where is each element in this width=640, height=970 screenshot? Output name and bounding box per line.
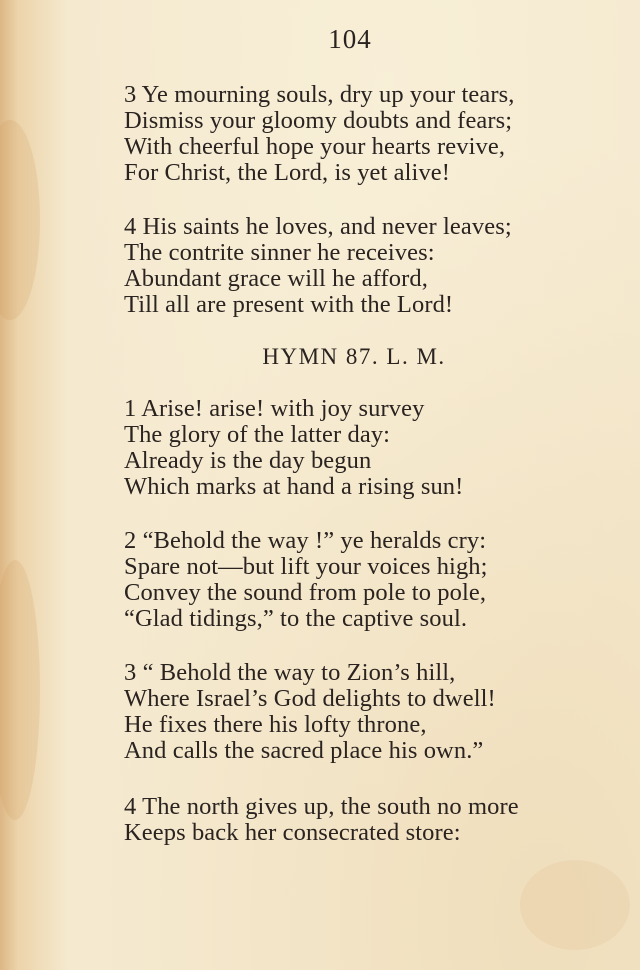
stanza-4-previous-hymn [124, 214, 624, 318]
hymn-heading: HYMN 87. L. M. [262, 344, 446, 369]
paper-stain [0, 120, 40, 320]
verse-line: “Glad tidings,” to the captive soul. [124, 605, 468, 632]
verse-line: Spare not—but lift your voices high; [124, 553, 488, 580]
verse-line: Keeps back her consecrated store: [124, 819, 461, 846]
verse-line: And calls the sacred place his own.” [124, 737, 484, 764]
verse-line: The contrite sinner he receives: [124, 239, 435, 266]
page-number: 104 [328, 24, 372, 54]
stanza-4 [124, 794, 624, 846]
verse-line: The glory of the latter day: [124, 421, 391, 448]
stanza-3 [124, 660, 624, 764]
stanza-2 [124, 528, 624, 632]
verse-line: Till all are present with the Lord! [124, 291, 454, 318]
verse-line: Where Israel’s God delights to dwell! [124, 685, 496, 712]
paper-stain [0, 560, 40, 820]
verse-line: He fixes there his lofty throne, [124, 711, 427, 738]
verse-line: 3 “ Behold the way to Zion’s hill, [124, 659, 456, 686]
paper-stain [520, 860, 630, 950]
verse-line: Dismiss your gloomy doubts and fears; [124, 107, 513, 134]
verse-line: Already is the day begun [124, 447, 372, 474]
verse-line: With cheerful hope your hearts revive, [124, 133, 506, 160]
verse-line: Abundant grace will he afford, [124, 265, 428, 292]
verse-line: 3 Ye mourning souls, dry up your tears, [124, 81, 515, 108]
verse-line: Which marks at hand a rising sun! [124, 473, 464, 500]
hymn-text [124, 82, 624, 846]
verse-line: 2 “Behold the way !” ye heralds cry: [124, 527, 487, 554]
verse-line: For Christ, the Lord, is yet alive! [124, 159, 451, 186]
verse-line: 1 Arise! arise! with joy survey [124, 395, 425, 422]
verse-line: Convey the sound from pole to pole, [124, 579, 487, 606]
verse-line: 4 His saints he loves, and never leaves; [124, 213, 512, 240]
stanza-3-previous-hymn [124, 82, 624, 186]
verse-line: 4 The north gives up, the south no more [124, 793, 519, 820]
stanza-1 [124, 396, 624, 500]
